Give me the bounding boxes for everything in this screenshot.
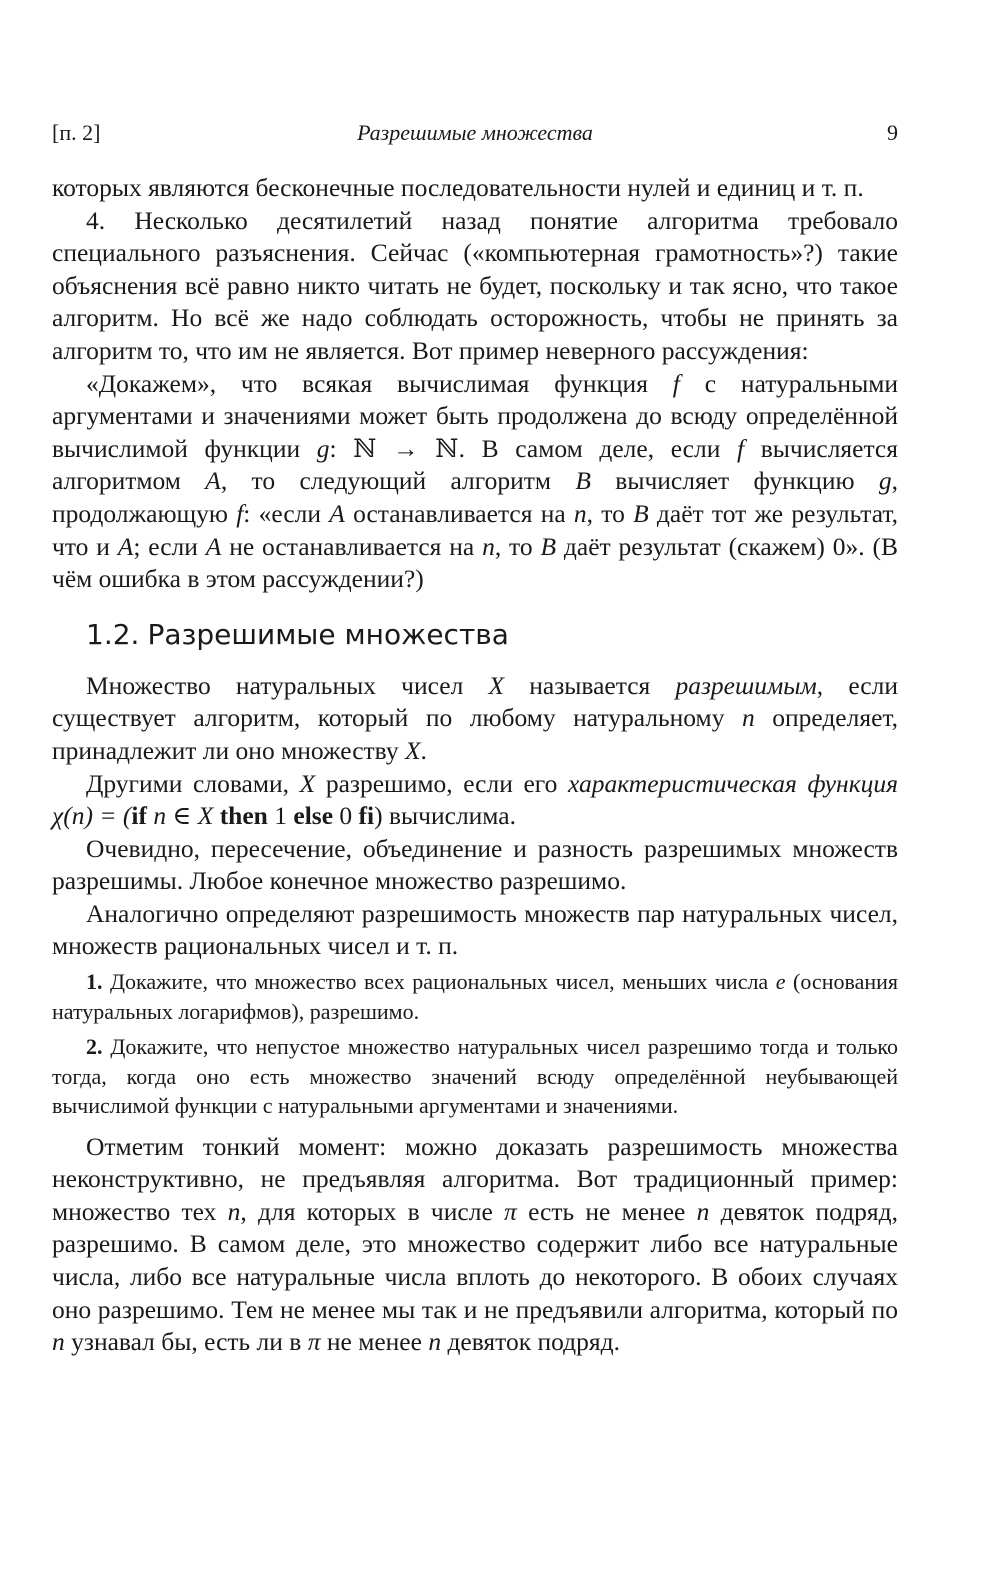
- section-heading: [86, 618, 898, 652]
- remark-number: 4.: [86, 205, 106, 235]
- paragraph-characteristic-function: Другими словами, X разрешимо, если его характеристическая функция χ(n) = (if n ∈ X then 1 else 0 fi) вычислима.: [52, 768, 898, 831]
- page-body: [52, 172, 898, 1359]
- page-number: 9: [887, 120, 898, 145]
- paragraph-continuation: которых являются бесконечные последовательности нулей и единиц и т. п.: [52, 173, 864, 202]
- defined-term: разрешимым: [675, 670, 817, 700]
- section-reference: [п. 2]: [52, 120, 101, 145]
- exercise-number: 1.: [86, 969, 103, 995]
- section-title: Разрешимые множества: [147, 617, 509, 651]
- section-number: 1.2.: [86, 617, 140, 651]
- paragraph-remark-4: 4. Несколько десятилетий назад понятие алгоритма требовало специального разъяснения. Сейчас («компьютерная грамотность»?) такие объяснения всё равно никто читать не будет, поскольку и так ясно, что такое алгоритм. Но всё же надо соблюдать осторожность, чтобы не принять за алгоритм то, что им не является. Вот пример неверного рассуждения:: [52, 205, 898, 365]
- paragraph-wrong-proof: «Докажем», что всякая вычислимая функция f с натуральными аргументами и значениями может быть продолжена до всюду определённой вычислимой функции g: ℕ → ℕ. В самом деле, если f вычисляется алгоритмом A, то следующий алгоритм B вычисляет функцию g, продолжающую f: «если A останавливается на n, то B даёт тот же результат, что и A; если A не останавливается на n, то B даёт результат (скажем) 0». (В чём ошибка в этом рассуждении?): [52, 368, 899, 594]
- exercise-1: 1. Докажите, что множество всех рациональных чисел, меньших числа e (основания натуральных логарифмов), разрешимо.: [52, 969, 898, 1024]
- paragraph-subtle-point: Отметим тонкий момент: можно доказать разрешимость множества неконструктивно, не предъявляя алгоритма. Вот традиционный пример: множество тех n, для которых в числе π есть не менее n девяток подряд, разрешимо. В самом деле, это множество содержит либо все натуральные числа, либо все натуральные числа вплоть до некоторого. В обоих случаях оно разрешимо. Тем не менее мы так и не предъявили алгоритма, который по n узнавал бы, есть ли в π не менее n девяток подряд.: [52, 1131, 898, 1357]
- paragraph-obvious: Очевидно, пересечение, объединение и разность разрешимых множеств разрешимы. Любое конечное множество разрешимо.: [52, 833, 898, 896]
- defined-term: характеристическая функция: [567, 768, 898, 798]
- exercise-number: 2.: [86, 1034, 103, 1060]
- running-head: [52, 120, 898, 154]
- paragraph-similarly: Аналогично определяют разрешимость множеств пар натуральных чисел, множеств рациональных чисел и т. п.: [52, 898, 898, 961]
- running-title: Разрешимые множества: [357, 120, 593, 145]
- paragraph-definition: Множество натуральных чисел X называется разрешимым, если существует алгоритм, который по любому натуральному n определяет, принадлежит ли оно множеству X.: [52, 670, 899, 765]
- exercises: [52, 967, 898, 1121]
- exercise-2: 2. Докажите, что непустое множество натуральных чисел разрешимо тогда и только тогда, когда оно есть множество значений всюду определённой неубывающей вычислимой функции с натуральными аргументами и значениями.: [52, 1034, 898, 1119]
